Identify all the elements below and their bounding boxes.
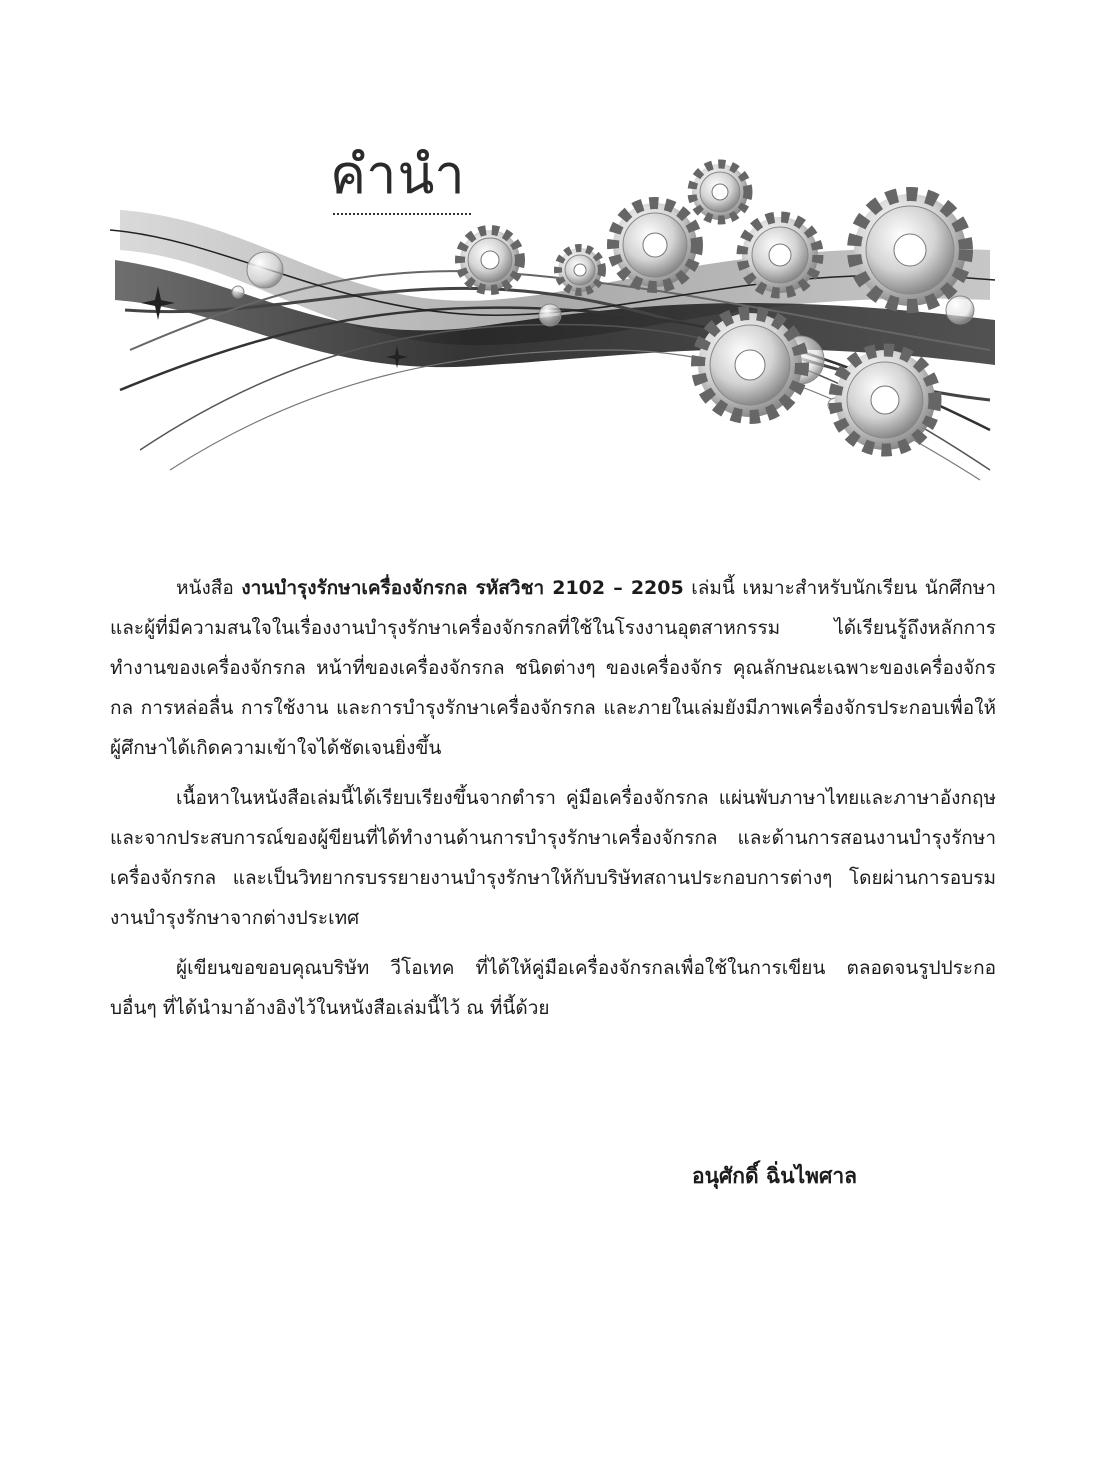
book-title-and-code: งานบำรุงรักษาเครื่องจักรกล รหัสวิชา 2102 – 2205 xyxy=(241,577,684,599)
gears-waves-banner xyxy=(110,143,1000,490)
paragraph-1-rest: เล่มนี้ เหมาะสำหรับนักเรียน นักศึกษา และผู้ที่มีความสนใจในเรื่องงานบำรุงรักษาเครื่องจักรกลที่ใช้ในโรงงานอุตสาหกรรม ได้เรียนรู้ถึงหลักการทำงานของเครื่องจักรกล หน้าที่ของเครื่องจักรกล ชนิดต่างๆ ของเครื่องจักร คุณลักษณะเฉพาะของเครื่องจักรกล การหล่อลื่น การใช้งาน และการบำรุงรักษาเครื่องจักรกล และภายในเล่มยังมีภาพเครื่องจักรประกอบเพื่อให้ผู้ศึกษาได้เกิดความเข้าใจได้ชัดเจนยิ่งขึ้น xyxy=(110,577,996,759)
paragraph-3-text: ผู้เขียนขอขอบคุณบริษัท วีโอเทค ที่ได้ให้คู่มือเครื่องจักรกลเพื่อใช้ในการเขียน ตลอดจนรูปประกอบอื่นๆ ที่ได้นำมาอ้างอิงไว้ในหนังสือเล่มนี้ไว้ ณ ที่นี้ด้วย xyxy=(110,957,996,1019)
author-signature: อนุศักดิ์ ฉิ่นไพศาล xyxy=(692,1164,858,1188)
foreword-body xyxy=(110,568,996,1038)
title-underline xyxy=(333,213,471,215)
paragraph-1-prefix: หนังสือ xyxy=(176,577,242,599)
paragraph-3 xyxy=(110,948,996,1028)
paragraph-2-text: เนื้อหาในหนังสือเล่มนี้ได้เรียบเรียงขึ้นจากตำรา คู่มือเครื่องจักรกล แผ่นพับภาษาไทยและภาษาอังกฤษ และจากประสบการณ์ของผู้ขียนที่ได้ทำงานด้านการบำรุงรักษาเครื่องจักรกล และด้านการสอนงานบำรุงรักษาเครื่องจักรกล และเป็นวิทยากรบรรยายงานบำรุงรักษาให้กับบริษัทสถานประกอบการต่างๆ โดยผ่านการอบรมงานบำรุงรักษาจากต่างประเทศ xyxy=(110,787,996,929)
gears-waves-illustration xyxy=(110,143,1000,490)
paragraph-2 xyxy=(110,778,996,938)
page-title: คำนำ xyxy=(330,143,466,206)
paragraph-1 xyxy=(110,568,996,768)
